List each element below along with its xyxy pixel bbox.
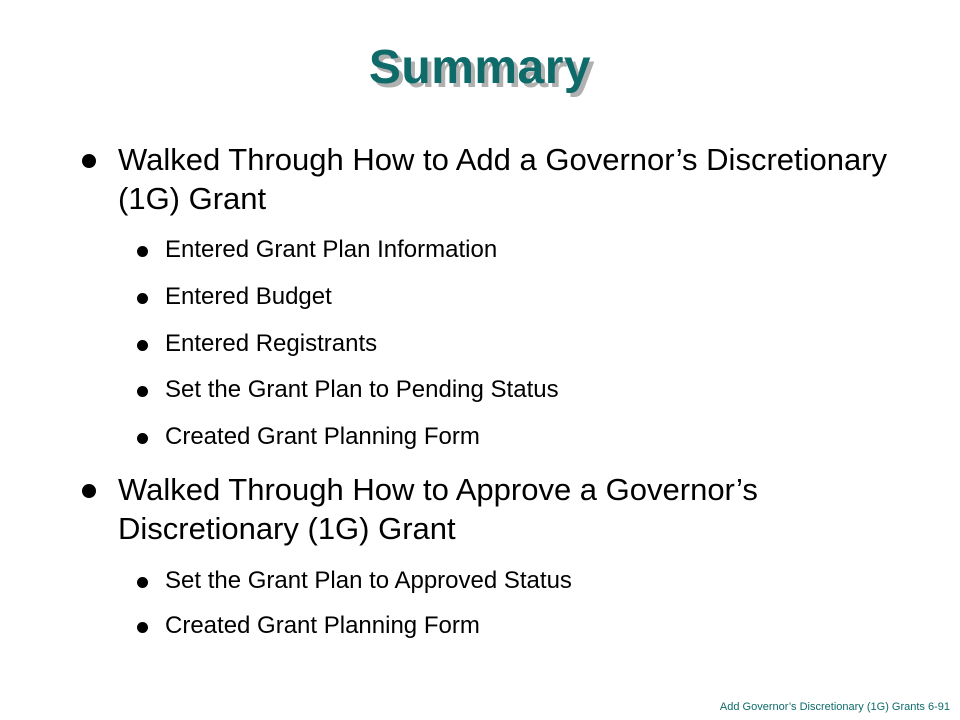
sub-bullet-text: Created Grant Planning Form <box>165 423 480 450</box>
bullet-item <box>118 140 918 218</box>
sub-bullet-text: Created Grant Planning Form <box>165 612 480 639</box>
sub-bullet-item <box>165 375 905 405</box>
sub-bullet-dot-icon <box>137 246 148 257</box>
sub-bullet-dot-icon <box>137 622 148 633</box>
bullet-item <box>118 470 918 548</box>
sub-bullet-item <box>165 329 905 359</box>
bullet-dot-icon <box>82 154 96 168</box>
sub-bullet-dot-icon <box>137 386 148 397</box>
sub-bullet-text: Set the Grant Plan to Pending Status <box>165 376 559 403</box>
sub-bullet-dot-icon <box>137 577 148 588</box>
sub-bullet-dot-icon <box>137 433 148 444</box>
bullet-text: Walked Through How to Approve a Governor’s Discretionary (1G) Grant <box>118 472 758 546</box>
sub-bullet-text: Entered Registrants <box>165 330 378 357</box>
sub-bullet-dot-icon <box>137 340 148 351</box>
sub-bullet-text: Set the Grant Plan to Approved Status <box>165 567 572 594</box>
bullet-text: Walked Through How to Add a Governor’s Discretionary (1G) Grant <box>118 142 888 216</box>
sub-bullet-item <box>165 282 905 312</box>
sub-bullet-text: Entered Grant Plan Information <box>165 236 498 263</box>
sub-bullet-item <box>165 422 905 452</box>
sub-bullet-text: Entered Budget <box>165 283 332 310</box>
sub-bullet-dot-icon <box>137 293 148 304</box>
slide-footer: Add Governor’s Discretionary (1G) Grants 6-91 <box>719 701 950 713</box>
sub-bullet-item <box>165 566 905 596</box>
sub-bullet-item <box>165 611 905 641</box>
sub-bullet-item <box>165 235 905 265</box>
bullet-dot-icon <box>82 484 96 498</box>
slide-title: Summary <box>368 41 592 94</box>
